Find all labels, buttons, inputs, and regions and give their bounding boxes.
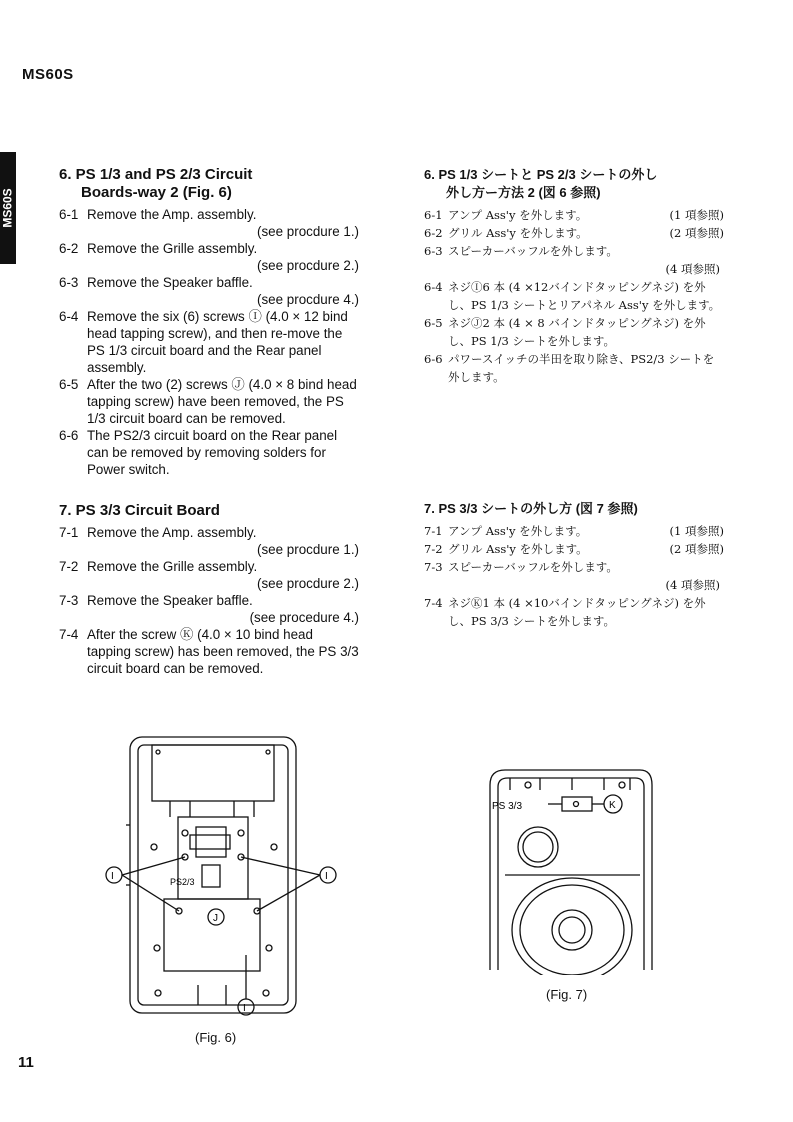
fig6-diagram xyxy=(98,735,343,1025)
step-num: 6-2 xyxy=(59,241,79,256)
step-num: 6-6 xyxy=(59,428,79,443)
step-num: 7-2 xyxy=(59,559,79,574)
step-6-6 xyxy=(59,427,359,478)
step-num: 6-3 xyxy=(59,275,79,290)
step-ref: (1 項参照) xyxy=(669,208,724,222)
fig6-callout-i-right: I xyxy=(325,871,328,882)
step-num: 7-3 xyxy=(59,593,79,608)
jp-step-6-4 xyxy=(424,278,724,314)
step-text: After the two (2) screws Ⓙ (4.0 × 8 bind head tapping screw) have been removed, the PS 1/3 circuit board can be removed. xyxy=(87,377,357,426)
step-num: 6-1 xyxy=(424,208,443,222)
step-ref: (1 項参照) xyxy=(669,524,724,538)
jp-step-6-5 xyxy=(424,314,724,350)
step-text: スピーカーバッフルを外します。 xyxy=(448,560,618,574)
step-text: ネジⒿ2 本 (4 × 8 バインドタッピングネジ) を外し、PS 1/3 シートを外します。 xyxy=(448,316,706,348)
step-text: Remove the Amp. assembly. xyxy=(87,525,257,540)
section6-en-title-line2: Boards-way 2 (Fig. 6) xyxy=(81,184,232,201)
step-num: 6-4 xyxy=(424,280,443,294)
step-text: グリル Ass'y を外します。 xyxy=(448,226,588,240)
jp-step-7-2 xyxy=(424,540,724,558)
side-tab xyxy=(0,152,16,264)
step-num: 7-2 xyxy=(424,542,443,556)
step-text: アンプ Ass'y を外します。 xyxy=(448,524,588,538)
step-ref: (2 項参照) xyxy=(669,226,724,240)
step-7-2 xyxy=(59,558,359,592)
jp-step-6-6 xyxy=(424,350,724,386)
step-ref: (see procdure 2.) xyxy=(257,576,359,591)
step-row xyxy=(448,540,724,558)
step-num: 7-4 xyxy=(59,627,79,642)
step-text: グリル Ass'y を外します。 xyxy=(448,542,588,556)
step-row xyxy=(448,224,724,242)
step-text: スピーカーバッフルを外します。 xyxy=(448,244,618,258)
side-tab-label: MS60S xyxy=(1,188,16,228)
step-ref: (see procdure 2.) xyxy=(257,258,359,273)
step-num: 6-3 xyxy=(424,244,443,258)
step-num: 6-5 xyxy=(59,377,79,392)
section6-en-title xyxy=(59,166,359,202)
fig6-callout-j: J xyxy=(213,913,218,924)
fig7-caption: (Fig. 7) xyxy=(546,987,588,1002)
step-6-2 xyxy=(59,240,359,274)
section7-en xyxy=(59,502,359,677)
step-row xyxy=(448,206,724,224)
fig6-callout-i-left: I xyxy=(111,871,114,882)
jp-step-7-3 xyxy=(424,558,724,594)
step-text: パワースイッチの半田を取り除き、PS2/3 シートを外します。 xyxy=(448,352,715,384)
step-ref: (see procedure 4.) xyxy=(249,610,359,625)
step-num: 6-1 xyxy=(59,207,79,222)
step-text: The PS2/3 circuit board on the Rear panel can be removed by removing solders for Power switch. xyxy=(87,428,338,477)
step-num: 6-4 xyxy=(59,309,79,324)
fig6-caption: (Fig. 6) xyxy=(195,1030,237,1045)
step-num: 7-1 xyxy=(59,525,79,540)
step-num: 7-1 xyxy=(424,524,443,538)
step-text: Remove the Speaker baffle. xyxy=(87,275,253,290)
section6-en xyxy=(59,166,359,478)
page-header-model: MS60S xyxy=(22,66,74,83)
step-num: 7-4 xyxy=(424,596,443,610)
jp-step-6-1 xyxy=(424,206,724,224)
step-text: ネジⓀ1 本 (4 ×10バインドタッピングネジ) を外し、PS 3/3 シートを外します。 xyxy=(448,596,706,628)
step-ref: (2 項参照) xyxy=(669,542,724,556)
jp-step-7-4 xyxy=(424,594,724,630)
step-text: Remove the Amp. assembly. xyxy=(87,207,257,222)
step-text: Remove the Grille assembly. xyxy=(87,559,258,574)
fig7-diagram xyxy=(480,765,660,975)
step-ref: (see procdure 4.) xyxy=(257,292,359,307)
step-num: 6-2 xyxy=(424,226,443,240)
step-text: アンプ Ass'y を外します。 xyxy=(448,208,588,222)
step-num: 6-6 xyxy=(424,352,443,366)
step-text: Remove the Grille assembly. xyxy=(87,241,258,256)
step-text: After the screw Ⓚ (4.0 × 10 bind head tapping screw) has been removed, the PS 3/3 circuit board can be removed. xyxy=(87,627,359,676)
section7-jp-title: 7. PS 3/3 シートの外し方 (図 7 参照) xyxy=(424,501,638,516)
step-num: 7-3 xyxy=(424,560,443,574)
step-row xyxy=(448,522,724,540)
jp-step-6-2 xyxy=(424,224,724,242)
section7-en-title: 7. PS 3/3 Circuit Board xyxy=(59,502,220,519)
section6-jp-title-line1: 6. PS 1/3 シートと PS 2/3 シートの外し xyxy=(424,167,658,182)
step-ref: (see procdure 1.) xyxy=(257,542,359,557)
step-text: Remove the Speaker baffle. xyxy=(87,593,253,608)
step-6-4 xyxy=(59,308,359,376)
section6-jp xyxy=(424,166,724,386)
section6-jp-title xyxy=(424,166,724,202)
page-number: 11 xyxy=(18,1054,34,1071)
step-ref: (4 項参照) xyxy=(665,578,720,592)
step-7-3 xyxy=(59,592,359,626)
step-ref: (4 項参照) xyxy=(665,262,720,276)
step-ref: (see procdure 1.) xyxy=(257,224,359,239)
step-6-1 xyxy=(59,206,359,240)
section6-en-title-line1: 6. PS 1/3 and PS 2/3 Circuit xyxy=(59,166,253,183)
step-text: ネジⒾ6 本 (4 ×12バインドタッピングネジ) を外し、PS 1/3 シートとリアパネル Ass'y を外します。 xyxy=(448,280,721,312)
step-6-5 xyxy=(59,376,359,427)
step-text: Remove the six (6) screws Ⓘ (4.0 × 12 bind head tapping screw), and then re-move the PS 1/3 circuit board and the Rear panel assembly. xyxy=(87,309,348,375)
step-6-3 xyxy=(59,274,359,308)
jp-step-6-3 xyxy=(424,242,724,278)
section6-jp-title-line2: 外し方ー方法 2 (図 6 参照) xyxy=(446,185,601,200)
step-7-1 xyxy=(59,524,359,558)
step-7-4 xyxy=(59,626,359,677)
jp-step-7-1 xyxy=(424,522,724,540)
fig6-callout-i-bottom: I xyxy=(243,1003,246,1014)
fig7-callout-k: K xyxy=(609,800,616,811)
step-num: 6-5 xyxy=(424,316,443,330)
fig6-ps23-label: PS2/3 xyxy=(170,877,195,887)
section7-jp xyxy=(424,500,724,630)
fig7-ps33-label: PS 3/3 xyxy=(492,801,523,812)
